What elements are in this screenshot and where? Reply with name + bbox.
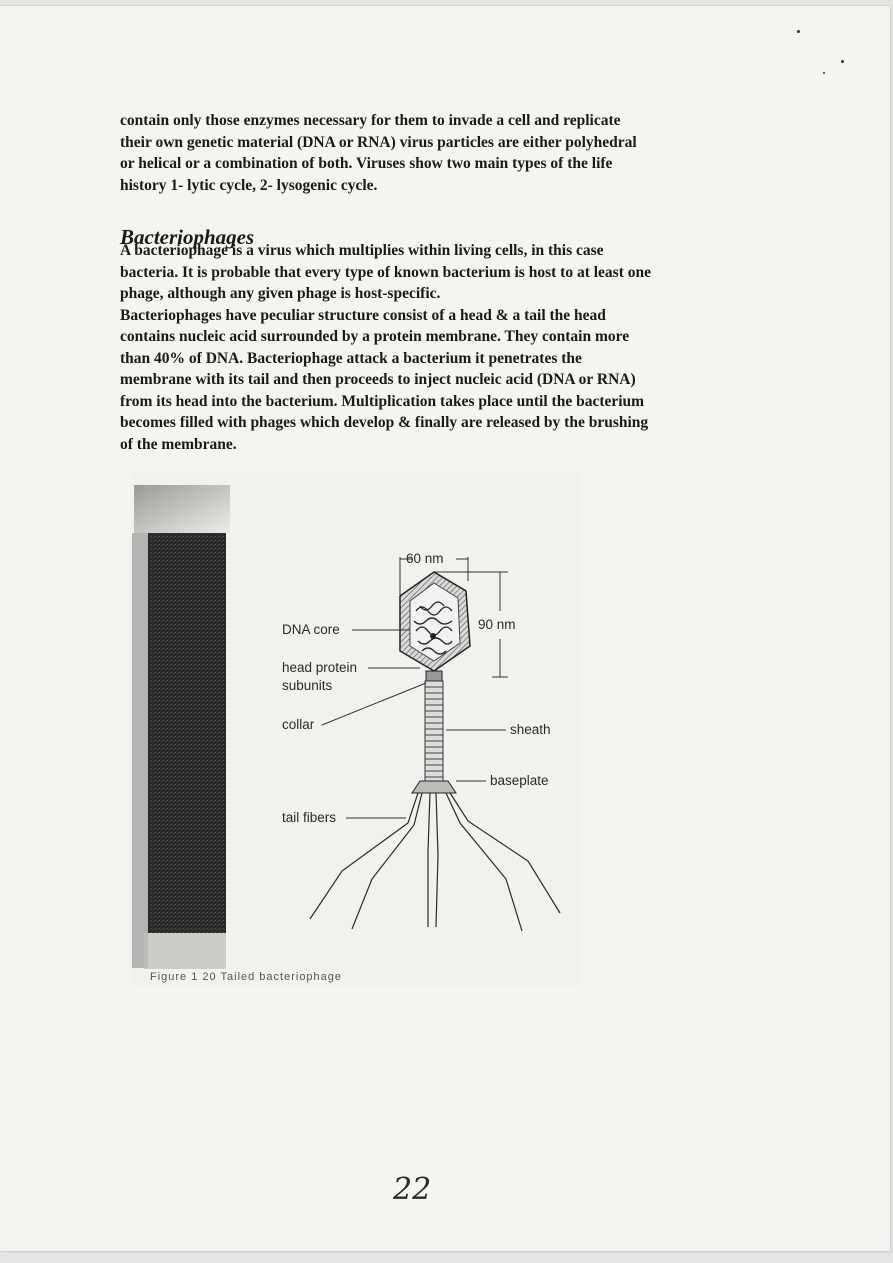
scan-speck	[841, 60, 844, 63]
text-line: or helical or a combination of both. Viruses show two main types of the life	[120, 155, 613, 172]
subunits-label: subunits	[282, 678, 333, 693]
dna-core-label: DNA core	[282, 622, 340, 637]
phage-baseplate	[412, 781, 456, 793]
tail-fibers-label: tail fibers	[282, 810, 337, 825]
baseplate-label: baseplate	[490, 773, 549, 788]
collar-label: collar	[282, 717, 315, 732]
micrograph-photo	[148, 533, 226, 933]
document-page	[0, 6, 890, 1251]
height-label: 90 nm	[478, 617, 516, 632]
text-line: history 1- lytic cycle, 2- lysogenic cycle.	[120, 176, 378, 194]
intro-paragraph	[120, 110, 752, 196]
text-line: becomes filled with phages which develop & finally are released by the brushing	[120, 414, 649, 431]
photo-strip-bottom	[144, 933, 226, 969]
text-line: contains nucleic acid surrounded by a protein membrane. They contain more	[120, 328, 630, 345]
text-line: than 40% of DNA. Bacteriophage attack a bacterium it penetrates the	[120, 349, 582, 367]
text-line: contain only those enzymes necessary for them to invade a cell and replicate	[120, 112, 621, 129]
scan-speck	[823, 72, 825, 74]
text-line: of the membrane.	[120, 435, 237, 453]
text-line: from its head into the bacterium. Multiplication takes place until the bacterium	[120, 392, 645, 410]
photo-strip-edge	[132, 533, 148, 968]
bacteriophage-figure	[130, 471, 582, 986]
text-line: phage, although any given phage is host-specific.	[120, 285, 441, 302]
phage-collar	[426, 671, 442, 681]
text-line: Bacteriophages have peculiar structure consist of a head & a tail the head	[120, 306, 606, 324]
text-line: membrane with its tail and then proceeds to inject nucleic acid (DNA or RNA)	[120, 371, 636, 388]
text-line: bacteria. It is probable that every type of known bacterium is host to at least one	[120, 263, 651, 281]
text-line: their own genetic material (DNA or RNA) virus particles are either polyhedral	[120, 133, 637, 151]
sheath-label: sheath	[510, 722, 551, 737]
phage-sheath	[425, 681, 443, 781]
section-heading: Bacteriophages	[120, 225, 255, 249]
scan-speck	[797, 30, 800, 33]
head-protein-label: head protein	[282, 660, 358, 675]
bacteriophage-paragraph	[120, 240, 752, 455]
photo-strip-top	[134, 485, 230, 533]
figure-caption: Figure 1 20 Tailed bacteriophage	[150, 971, 343, 983]
page-number: 22	[393, 1172, 432, 1207]
text-line: A bacteriophage is a virus which multiplies within living cells, in this case	[120, 242, 604, 259]
tail-fibers	[310, 793, 560, 931]
width-label: 60 nm	[406, 551, 444, 566]
